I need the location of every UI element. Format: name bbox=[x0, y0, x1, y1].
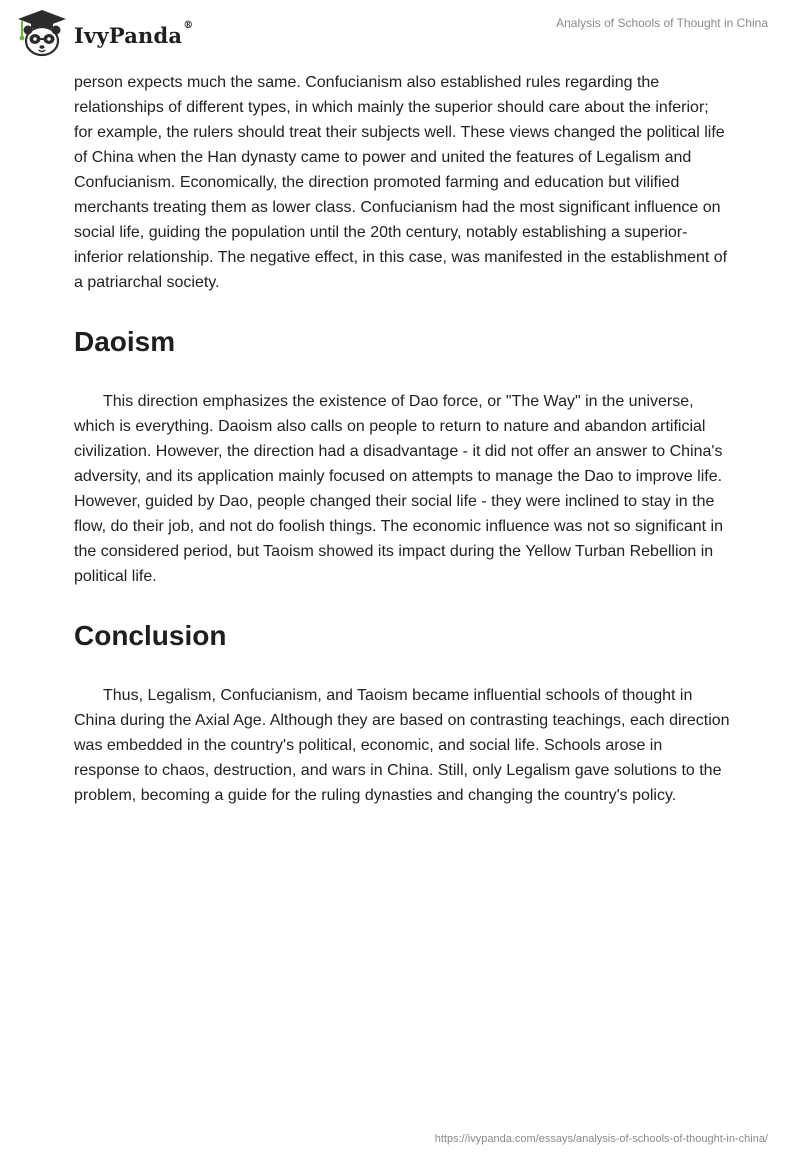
source-url-link[interactable]: https://ivypanda.com/essays/analysis-of-schools-of-thought-in-china/ bbox=[434, 1133, 768, 1145]
ivypanda-logo[interactable] bbox=[14, 8, 193, 58]
essay-content bbox=[74, 70, 730, 808]
registered-mark: ® bbox=[183, 19, 194, 31]
panda-graduate-icon bbox=[14, 8, 70, 58]
conclusion-paragraph: Thus, Legalism, Confucianism, and Taoism became influential schools of thought in China during the Axial Age. Although they are based on contrasting teachings, each direction was embedded in the country's political, economic, and social life. Schools arose in response to chaos, destruction, and wars in China. Still, only Legalism gave solutions to the problem, becoming a guide for the ruling dynasties and changing the country's policy. bbox=[74, 687, 730, 804]
section-heading-daoism: Daoism bbox=[74, 326, 176, 357]
daoism-paragraph: This direction emphasizes the existence of Dao force, or "The Way" in the universe, which is everything. Daoism also calls on people to return to nature and abandon artificial civilization. However, the direction had a disadvantage - it did not offer an answer to China's adversity, and its application mainly focused on attempts to manage the Dao to improve life. However, guided by Dao, people changed their social life - they were inclined to stay in the flow, do their job, and not do foolish things. The economic influence was not so significant in the considered period, but Taoism showed its impact during the Yellow Turban Rebellion in political life. bbox=[74, 393, 723, 585]
section-heading-conclusion: Conclusion bbox=[74, 620, 227, 651]
page-header bbox=[0, 0, 800, 60]
document-title: Analysis of Schools of Thought in China bbox=[556, 16, 768, 30]
logo-wordmark: IvyPanda® bbox=[74, 19, 194, 48]
intro-paragraph: person expects much the same. Confucianism also established rules regarding the relationships of different types, in which mainly the superior should care about the inferior; for example, the rulers should treat their subjects well. These views changed the political life of China when the Han dynasty came to power and united the features of Legalism and Confucianism. Economically, the direction promoted farming and education but vilified merchants treating them as lower class. Confucianism had the most significant influence on social life, guiding the population until the 20th century, notably establishing a superior-inferior relationship. The negative effect, in this case, was manifested in the establishment of a patriarchal society. bbox=[74, 74, 728, 291]
